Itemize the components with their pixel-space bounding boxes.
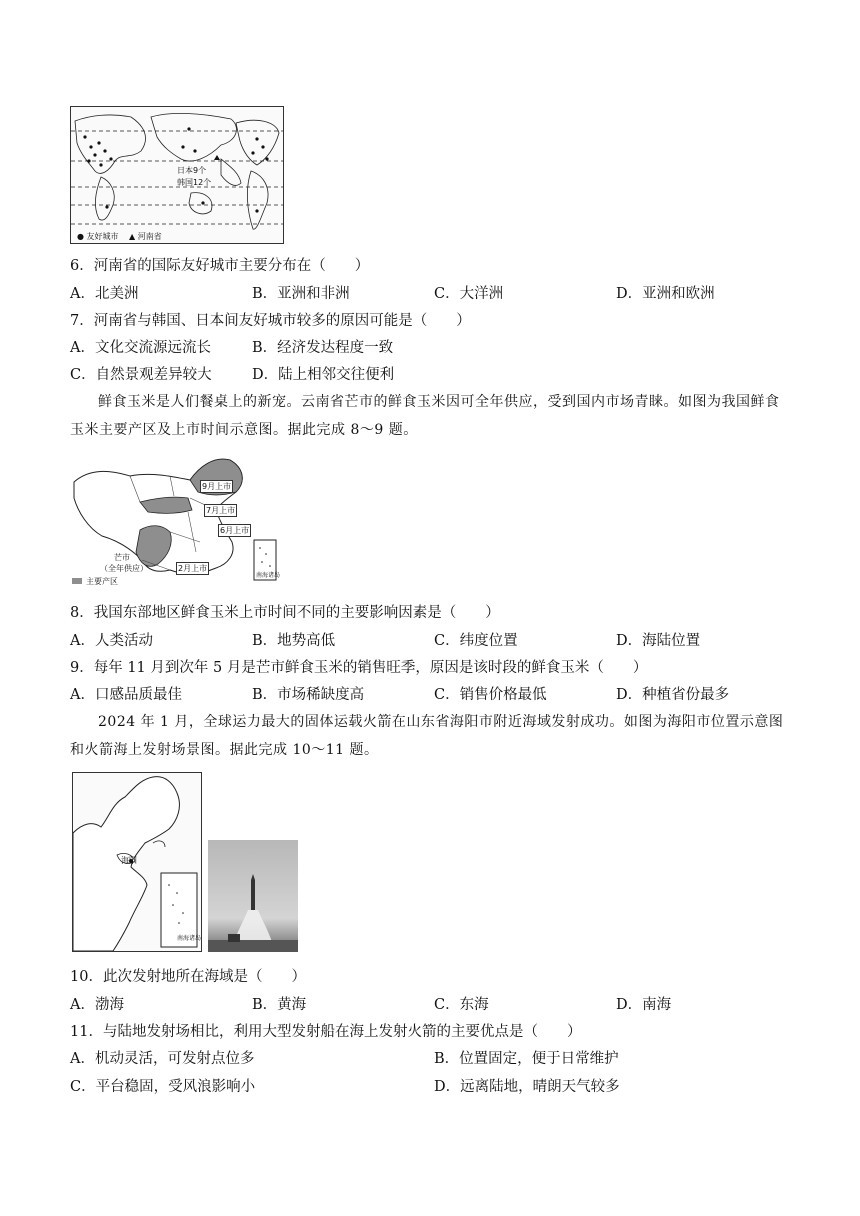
- q10-option-b[interactable]: B．黄海: [252, 997, 307, 1013]
- q9-option-b[interactable]: B．市场稀缺度高: [252, 687, 365, 703]
- legend-henan: ▲ 河南省: [129, 232, 162, 241]
- label-year-round: （全年供应）: [100, 564, 148, 573]
- japan-count-label: 日本9个: [177, 166, 207, 175]
- legend-main-area: 主要产区: [86, 577, 118, 586]
- question-6-stem: 6．河南省的国际友好城市主要分布在（ ）: [70, 258, 370, 274]
- q6-option-b[interactable]: B．亚洲和非洲: [252, 286, 350, 302]
- passage-10-11: 2024 年 1 月，全球运力最大的固体运载火箭在山东省海阳市附近海域发射成功。如图为海阳市位置示意图和火箭海上发射场景图。据此完成 10～11 题。: [70, 714, 784, 758]
- q10-option-c[interactable]: C．东海: [434, 997, 489, 1013]
- rocket-launch-photo: [208, 840, 298, 952]
- q11-option-b[interactable]: B．位置固定，便于日常维护: [434, 1051, 619, 1067]
- haiyang-location-map: [72, 772, 202, 952]
- q7-option-d[interactable]: D．陆上相邻交往便利: [252, 367, 395, 383]
- q10-option-d[interactable]: D．南海: [616, 997, 672, 1013]
- question-9-stem: 9．每年 11 月到次年 5 月是芒市鲜食玉米的销售旺季，原因是该时段的鲜食玉米（ ）: [70, 660, 648, 676]
- q10-option-a[interactable]: A．渤海: [70, 997, 124, 1013]
- q11-option-c[interactable]: C．平台稳固，受风浪影响小: [70, 1079, 256, 1095]
- passage-8-9: 鲜食玉米是人们餐桌上的新宠。云南省芒市的鲜食玉米因可全年供应，受到国内市场青睐。如图为我国鲜食玉米主要产区及上市时间示意图。据此完成 8～9 题。: [70, 394, 780, 438]
- question-8-stem: 8．我国东部地区鲜食玉米上市时间不同的主要影响因素是（ ）: [70, 605, 500, 621]
- q7-option-c[interactable]: C．自然景观差异较大: [70, 367, 212, 383]
- friendly-cities-world-map: [70, 106, 284, 244]
- q11-option-d[interactable]: D．远离陆地，晴朗天气较多: [434, 1079, 620, 1095]
- q6-option-c[interactable]: C．大洋洲: [434, 286, 504, 302]
- q6-option-a[interactable]: A．北美洲: [70, 286, 139, 302]
- label-mangshi: 芒市: [114, 553, 130, 562]
- q8-option-a[interactable]: A．人类活动: [70, 633, 153, 649]
- label-haiyang: 海阳: [121, 856, 137, 865]
- south-sea-inset-label: 南海诸岛: [256, 572, 280, 579]
- south-sea-inset-label-2: 南海诸岛: [177, 935, 202, 942]
- q7-option-b[interactable]: B．经济发达程度一致: [252, 340, 394, 356]
- label-jun: 6月上市: [220, 526, 250, 535]
- q7-option-a[interactable]: A．文化交流源远流长: [70, 340, 211, 356]
- label-feb: 2月上市: [178, 564, 208, 573]
- label-jul: 7月上市: [206, 506, 236, 515]
- label-sep: 9月上市: [202, 482, 232, 491]
- korea-count-label: 韩国12个: [177, 178, 212, 187]
- question-11-stem: 11．与陆地发射场相比，利用大型发射船在海上发射火箭的主要优点是（ ）: [70, 1024, 582, 1040]
- q9-option-d[interactable]: D．种植省份最多: [616, 687, 730, 703]
- question-10-stem: 10．此次发射地所在海域是（ ）: [70, 969, 306, 985]
- q9-option-a[interactable]: A．口感品质最佳: [70, 687, 182, 703]
- q9-option-c[interactable]: C．销售价格最低: [434, 687, 547, 703]
- q8-option-b[interactable]: B．地势高低: [252, 633, 336, 649]
- legend-friendly-city: ● 友好城市: [77, 232, 119, 241]
- q6-option-d[interactable]: D．亚洲和欧洲: [616, 286, 715, 302]
- q11-option-a[interactable]: A．机动灵活，可发射点位多: [70, 1051, 255, 1067]
- question-7-stem: 7．河南省与韩国、日本间友好城市较多的原因可能是（ ）: [70, 313, 471, 329]
- q8-option-c[interactable]: C．纬度位置: [434, 633, 518, 649]
- q8-option-d[interactable]: D．海陆位置: [616, 633, 701, 649]
- corn-production-map: [70, 452, 280, 586]
